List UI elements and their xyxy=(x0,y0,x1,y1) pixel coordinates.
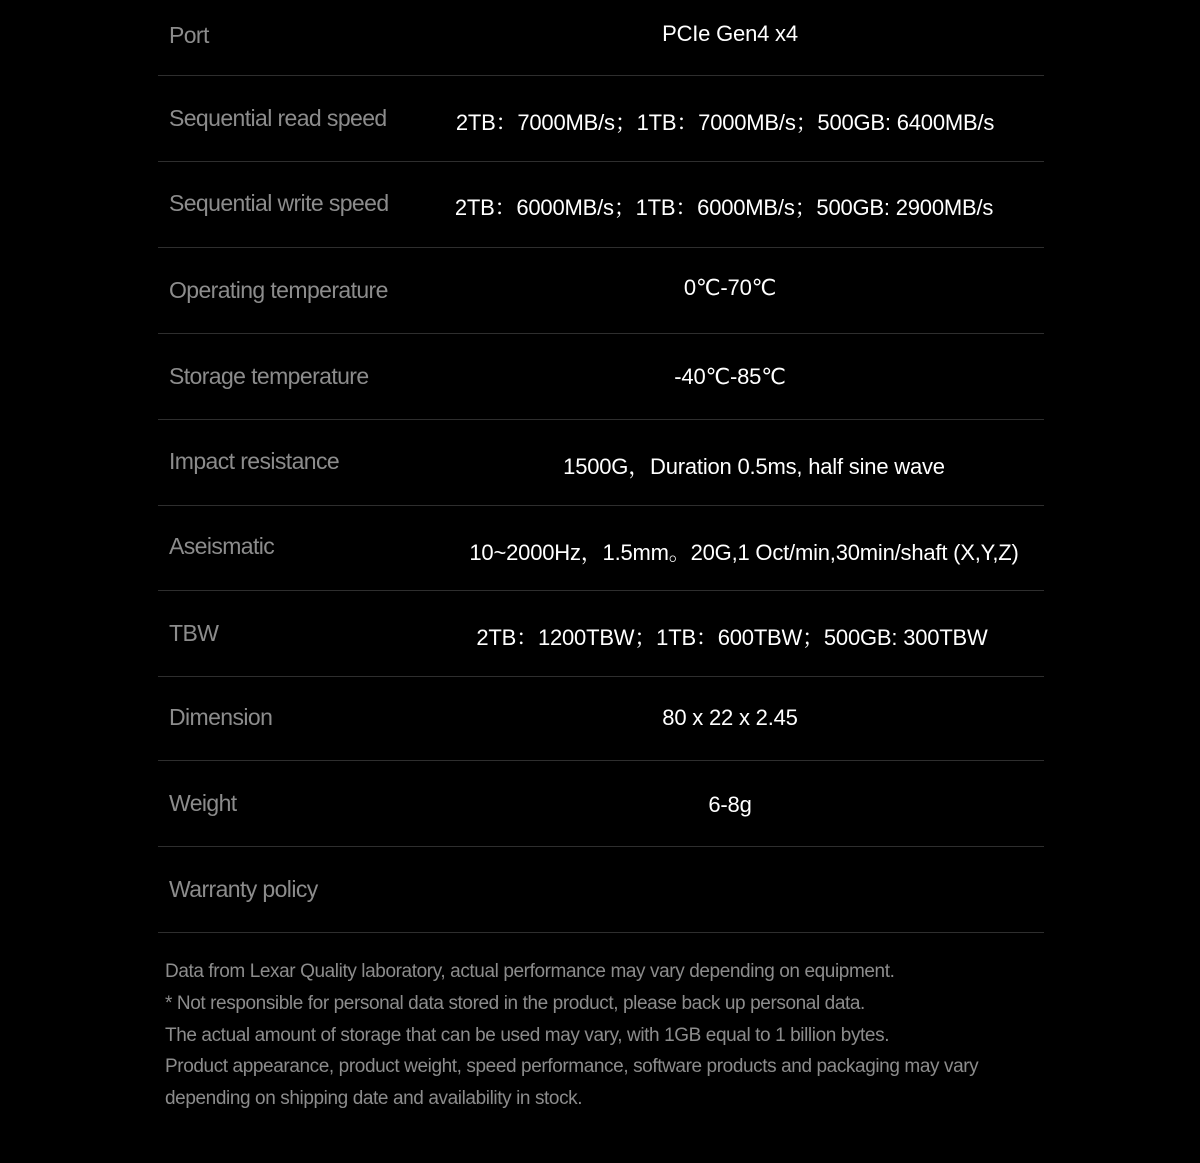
footnote-line: The actual amount of storage that can be used may vary, with 1GB equal to 1 billion bytes. xyxy=(165,1024,890,1046)
footnote-line: Data from Lexar Quality laboratory, actual performance may vary depending on equipment. xyxy=(165,961,895,982)
spec-table xyxy=(158,0,1044,933)
spec-label: Operating temperature xyxy=(169,277,388,303)
spec-label: Port xyxy=(169,22,209,48)
footnote-line: Product appearance, product weight, speed performance, software products and packaging may vary xyxy=(165,1056,979,1078)
spec-value: 10~2000Hz，1.5mm。20G,1 Oct/min,30min/shaft (X,Y,Z) xyxy=(469,540,1019,565)
spec-value: 80 x 22 x 2.45 xyxy=(662,705,798,730)
spec-label: Impact resistance xyxy=(169,448,340,474)
spec-value: -40℃-85℃ xyxy=(674,364,786,389)
spec-label: Sequential read speed xyxy=(169,105,387,131)
spec-row-sequential-read-speed xyxy=(158,76,1044,162)
spec-row-operating-temperature xyxy=(158,248,1044,334)
spec-label: Aseismatic xyxy=(169,533,275,559)
spec-value: 2TB：6000MB/s；1TB：6000MB/s；500GB: 2900MB/s xyxy=(454,195,994,220)
footnotes xyxy=(165,956,1065,1115)
spec-row-port xyxy=(158,0,1044,76)
spec-value: 0℃-70℃ xyxy=(683,275,777,300)
spec-row-weight xyxy=(158,761,1044,847)
footnote-line: * Not responsible for personal data stored in the product, please back up personal data. xyxy=(165,992,865,1014)
spec-row-sequential-write-speed xyxy=(158,162,1044,248)
spec-label: Weight xyxy=(169,790,237,816)
spec-row-aseismatic xyxy=(158,506,1044,591)
spec-row-storage-temperature xyxy=(158,334,1044,420)
spec-value: 6-8g xyxy=(708,792,752,817)
spec-label: Dimension xyxy=(169,704,273,730)
spec-value: 2TB：7000MB/s；1TB：7000MB/s；500GB: 6400MB/s xyxy=(455,110,995,135)
spec-row-warranty-policy xyxy=(158,847,1044,933)
spec-value: 2TB：1200TBW；1TB：600TBW；500GB: 300TBW xyxy=(476,625,988,650)
spec-value: 1500G，Duration 0.5ms, half sine wave xyxy=(563,454,945,479)
spec-label: TBW xyxy=(169,620,219,646)
footnote-line: depending on shipping date and availability in stock. xyxy=(165,1088,583,1110)
spec-value: PCIe Gen4 x4 xyxy=(662,21,798,46)
spec-label: Sequential write speed xyxy=(169,190,389,216)
spec-row-tbw xyxy=(158,591,1044,677)
spec-label: Warranty policy xyxy=(169,876,318,902)
spec-row-impact-resistance xyxy=(158,420,1044,506)
spec-row-dimension xyxy=(158,677,1044,761)
spec-label: Storage temperature xyxy=(169,363,369,389)
